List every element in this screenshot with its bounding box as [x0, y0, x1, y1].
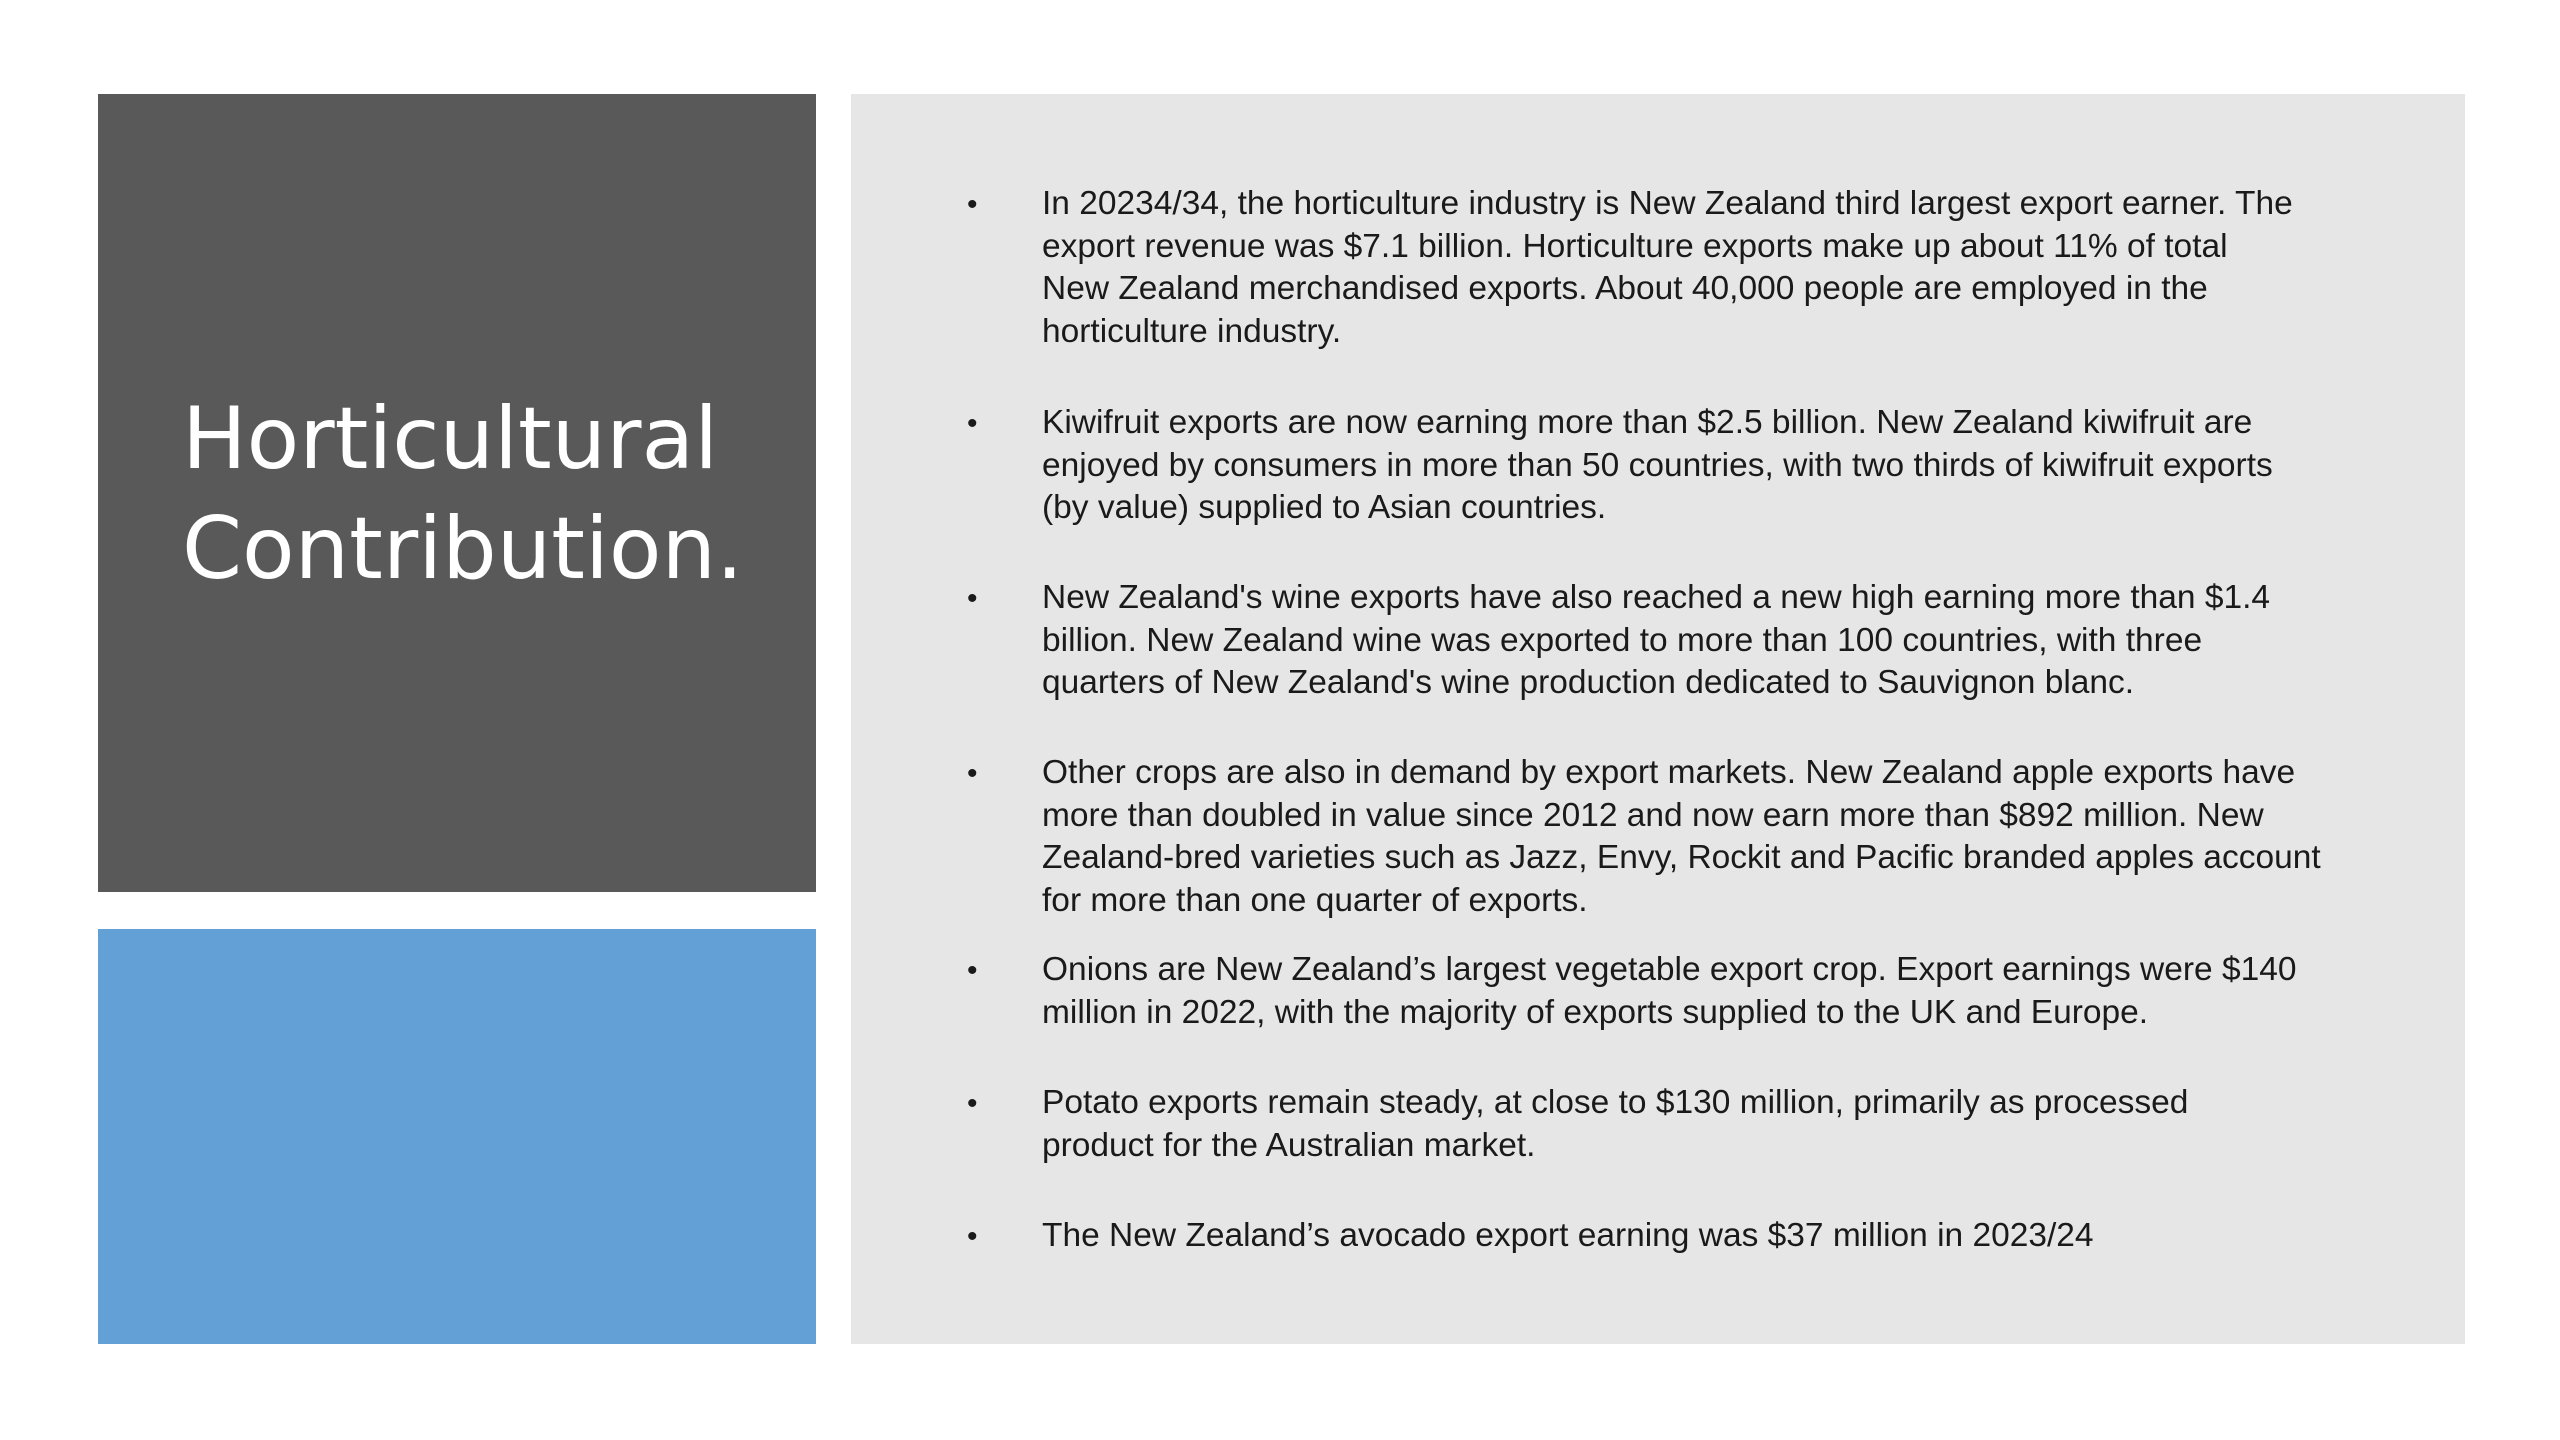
slide-title-line-1: Horticultural	[182, 389, 719, 489]
bullet-text: Kiwifruit exports are now earning more than $2.5 billion. New Zealand kiwifruit are enjoyed by consumers in more than 50 countries, with two thirds of kiwifruit exports (by value) supplied to Asian countries.	[1042, 404, 2273, 526]
content-panel	[851, 94, 2465, 1344]
bullet-text: The New Zealand’s avocado export earning was $37 million in 2023/24	[1042, 1217, 2094, 1254]
bullet-glyph: •	[967, 757, 978, 790]
title-panel	[98, 94, 816, 892]
bullet-glyph: •	[967, 407, 978, 440]
bullet-glyph: •	[967, 582, 978, 615]
slide-title	[182, 384, 802, 604]
bullet-text: New Zealand's wine exports have also reached a new high earning more than $1.4 billion. New Zealand wine was exported to more than 100 countries, with three quarters of New Zealand's wine production dedicated to Sauvignon blanc.	[1042, 579, 2271, 701]
bullet-text: Onions are New Zealand’s largest vegetable export crop. Export earnings were $140 million in 2022, with the majority of exports supplied to the UK and Europe.	[1042, 951, 2297, 1031]
bullet-glyph: •	[967, 1087, 978, 1120]
bullet-text: In 20234/34, the horticulture industry is New Zealand third largest export earner. The export revenue was $7.1 billion. Horticulture exports make up about 11% of total New Zealand merchandised exports. About 40,000 people are employed in the horticulture industry.	[1042, 185, 2293, 350]
accent-panel	[98, 929, 816, 1344]
slide-title-line-2: Contribution.	[182, 499, 744, 599]
bullet-glyph: •	[967, 954, 978, 987]
bullet-text: Potato exports remain steady, at close to $130 million, primarily as processed product for the Australian market.	[1042, 1084, 2189, 1164]
bullet-glyph: •	[967, 188, 978, 221]
bullet-text: Other crops are also in demand by export markets. New Zealand apple exports have more than doubled in value since 2012 and now earn more than $892 million. New Zealand-bred varieties such as Jazz, Envy, Rockit and Pacific branded apples account for more than one quarter of exports.	[1042, 754, 2321, 919]
bullet-glyph: •	[967, 1220, 978, 1253]
